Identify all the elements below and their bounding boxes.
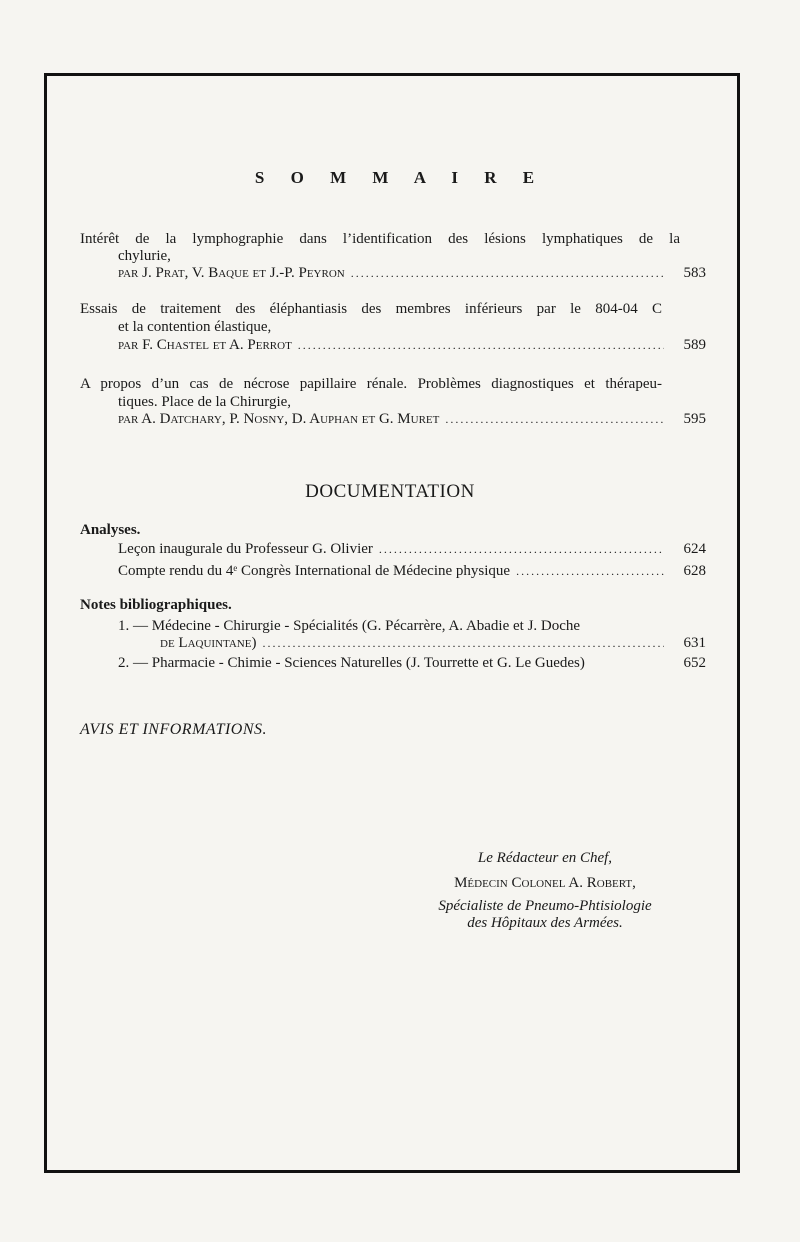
article-1-authors-row	[118, 265, 706, 282]
notes-item-1-line1: 1. — Médecine - Chirurgie - Spécialités (G. Pécarrère, A. Abadie et J. Doche	[118, 618, 581, 634]
article-3-authors: par A. Datchary, P. Nosny, D. Auphan et G. Muret	[118, 411, 440, 427]
signature-line-1: Le Rédacteur en Chef,	[477, 850, 613, 866]
dot-leader	[351, 266, 664, 281]
signature-line-4: des Hôpitaux des Armées.	[467, 915, 623, 931]
avis-informations: AVIS ET INFORMATIONS.	[80, 721, 268, 738]
analyses-item-1-page: 624	[683, 541, 706, 557]
notes-heading: Notes bibliographiques.	[80, 597, 232, 613]
analyses-item-1	[118, 541, 706, 558]
notes-item-2-page: 652	[683, 655, 706, 671]
notes-item-1-page: 631	[683, 635, 706, 651]
article-3-title-line1: A propos d’un cas de nécrose papillaire rénale. Problèmes diagnostiques et thérapeu-	[80, 376, 662, 392]
sommaire-title: S O M M A I R E	[254, 168, 546, 187]
notes-item-1-row2	[160, 635, 706, 652]
signature-line-3: Spécialiste de Pneumo-Phtisiologie	[438, 898, 652, 914]
article-3-title-line2: tiques. Place de la Chirurgie,	[118, 394, 292, 410]
dot-leader	[262, 636, 664, 651]
article-2-title-line2: et la contention élastique,	[118, 319, 272, 335]
dot-leader	[379, 542, 664, 557]
article-1-authors: par J. Prat, V. Baque et J.-P. Peyron	[118, 265, 345, 281]
analyses-heading: Analyses.	[80, 522, 141, 538]
analyses-item-2-text: Compte rendu du 4ᵉ Congrès International de Médecine physique	[118, 563, 511, 579]
analyses-item-1-text: Leçon inaugurale du Professeur G. Olivier	[118, 541, 373, 557]
article-1-title-line1: Intérêt de la lymphographie dans l’identification des lésions lymphatiques de la	[80, 231, 680, 247]
notes-item-1-line2: de Laquintane)	[160, 635, 257, 651]
article-2-authors-row	[118, 337, 706, 354]
article-1-page: 583	[683, 265, 706, 281]
analyses-item-2	[118, 563, 706, 580]
article-3-authors-row	[118, 411, 706, 428]
analyses-item-2-page: 628	[683, 563, 706, 579]
dot-leader	[516, 564, 664, 579]
documentation-title: DOCUMENTATION	[305, 481, 475, 502]
article-3-page: 595	[683, 411, 706, 427]
article-2-page: 589	[683, 337, 706, 353]
article-2-title-line1: Essais de traitement des éléphantiasis des membres inférieurs par le 804-04 C	[80, 301, 662, 317]
signature-line-2: Médecin Colonel A. Robert,	[454, 875, 636, 891]
notes-item-2-row	[118, 655, 706, 672]
dot-leader	[445, 412, 664, 427]
article-1-title-line2: chylurie,	[118, 248, 171, 264]
dot-leader	[298, 338, 664, 353]
notes-item-2-line1: 2. — Pharmacie - Chimie - Sciences Naturelles (J. Tourrette et G. Le Guedes)	[118, 655, 585, 671]
article-2-authors: par F. Chastel et A. Perrot	[118, 337, 292, 353]
